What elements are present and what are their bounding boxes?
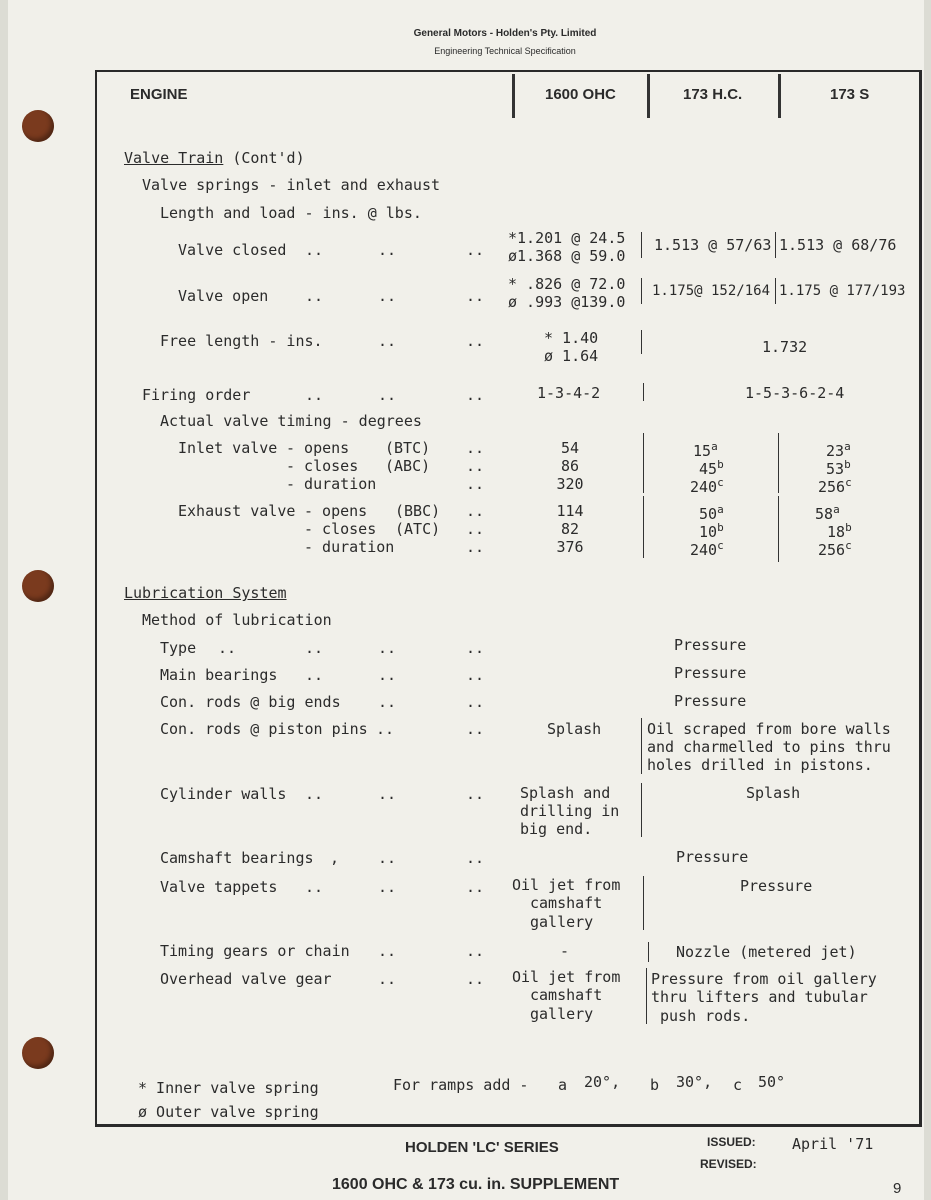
ohv-ohc-1: Oil jet from [512,968,621,986]
timing-gears-label: Timing gears or chain [160,942,350,960]
ramp-c-value: 50° [758,1073,786,1091]
ohv-six-3: push rods. [660,1007,751,1025]
revised-label: REVISED: [700,1157,757,1171]
piston-pins-six-1: Oil scraped from bore walls [647,720,891,738]
valve-timing-label: Actual valve timing - degrees [160,412,422,430]
big-ends-label: Con. rods @ big ends [160,693,341,711]
cylinder-walls-ohc-1: Splash and [520,784,611,802]
inlet-closes-ref: (ABC) [385,457,431,475]
inlet-duration-s: 256$^c$ [818,476,852,496]
inlet-closes-label: - closes [286,457,359,475]
camshaft-bearings-value: Pressure [676,848,749,866]
exhaust-closes-ohc: 82 [560,520,580,538]
inner-spring-note: * Inner valve spring [138,1079,319,1097]
exhaust-duration-s: 256$^c$ [818,539,852,559]
valve-closed-ohc-inner: *1.201 @ 24.5 [508,229,626,247]
exhaust-closes-hc: 10$^b$ [699,521,724,541]
cylinder-walls-six: Splash [746,784,801,802]
section-title: ENGINE [130,86,188,103]
valve-tappets-label: Valve tappets [160,878,278,896]
ohv-six-1: Pressure from oil gallery [651,970,877,988]
valve-open-ohc-inner: * .826 @ 72.0 [508,275,626,293]
header-divider [778,74,781,118]
valve-tappets-ohc-3: gallery [530,913,594,931]
main-bearings-label: Main bearings [160,666,278,684]
inlet-duration-ohc: 320 [556,475,584,493]
inlet-opens-hc: 15$^a$ [693,440,718,460]
exhaust-valve-label: Exhaust valve [178,502,296,520]
inlet-opens-label: - opens [286,439,350,457]
method-label: Method of lubrication [142,611,332,629]
cylinder-walls-ohc-3: big end. [520,820,593,838]
timing-gears-ohc: - [560,942,570,960]
company-name: General Motors - Holden's Pty. Limited [413,28,597,39]
exhaust-opens-label: - opens [304,502,368,520]
inlet-duration-hc: 240$^c$ [690,476,724,496]
punch-hole [22,1037,54,1069]
length-load-label: Length and load - ins. @ lbs. [160,204,422,222]
ramp-b-value: 30°, [676,1073,713,1091]
valve-closed-ohc-outer: ø1.368 @ 59.0 [508,247,626,265]
inlet-closes-ohc: 86 [560,457,580,475]
piston-pins-label: Con. rods @ piston pins [160,720,368,738]
inlet-opens-ohc: 54 [560,439,580,457]
page-number: 9 [893,1180,902,1197]
free-length-label: Free length - ins. [160,332,323,350]
ramp-a-value: 20°, [584,1073,621,1091]
valve-open-hc: 1.175@ 152/164 [652,283,771,299]
inlet-closes-s: 53$^b$ [826,458,851,478]
ohv-six-2: thru lifters and tubular [651,988,868,1006]
outer-spring-note: ø Outer valve spring [138,1103,319,1121]
firing-order-six: 1-5-3-6-2-4 [745,384,845,402]
cylinder-walls-ohc-2: drilling in [520,802,620,820]
inlet-duration-label: - duration [286,475,377,493]
issued-value: April '71 [792,1135,874,1153]
column-header-1600-ohc: 1600 OHC [545,86,616,103]
exhaust-closes-ref: (ATC) [395,520,441,538]
valve-train-heading: Valve Train (Cont'd) [124,149,305,167]
ramps-note: For ramps add - [393,1076,529,1094]
inlet-opens-ref: (BTC) [385,439,431,457]
column-header-173-s: 173 S [830,86,870,103]
exhaust-duration-ohc: 376 [556,538,584,556]
valve-springs-label: Valve springs - inlet and exhaust [142,176,441,194]
exhaust-closes-label: - closes [304,520,377,538]
valve-open-s: 1.175 @ 177/193 [779,283,906,299]
inlet-closes-hc: 45$^b$ [699,458,724,478]
spec-subtitle: Engineering Technical Specification [434,46,576,56]
valve-open-label: Valve open [178,287,269,305]
type-label: Type [160,639,197,657]
type-value: Pressure [674,636,747,654]
ramp-c-label: c [733,1076,743,1094]
valve-closed-s: 1.513 @ 68/76 [779,236,897,254]
timing-gears-six: Nozzle (metered jet) [676,943,857,961]
piston-pins-six-2: and charmelled to pins thru [647,738,891,756]
ramp-a-label: a [558,1076,568,1094]
exhaust-closes-s: 18$^b$ [827,521,852,541]
main-bearings-value: Pressure [674,664,747,682]
punch-hole [22,570,54,602]
exhaust-opens-ref: (BBC) [395,502,441,520]
valve-tappets-ohc-1: Oil jet from [512,876,621,894]
valve-open-ohc-outer: ø .993 @139.0 [508,293,626,311]
exhaust-duration-hc: 240$^c$ [690,539,724,559]
free-length-six: 1.732 [762,338,808,356]
free-length-ohc-outer: ø 1.64 [544,347,599,365]
ohv-ohc-3: gallery [530,1005,594,1023]
exhaust-duration-label: - duration [304,538,395,556]
inlet-valve-label: Inlet valve [178,439,278,457]
free-length-ohc-inner: * 1.40 [544,329,599,347]
exhaust-opens-hc: 50$^a$ [699,503,724,523]
column-header-173-hc: 173 H.C. [683,86,743,103]
header-divider [512,74,515,118]
valve-tappets-six: Pressure [740,877,813,895]
big-ends-value: Pressure [674,692,747,710]
issued-label: ISSUED: [707,1135,756,1149]
firing-order-ohc: 1-3-4-2 [537,384,601,402]
camshaft-bearings-label: Camshaft bearings [160,849,314,867]
supplement-title: 1600 OHC & 173 cu. in. SUPPLEMENT [332,1176,620,1193]
valve-closed-label: Valve closed [178,241,287,259]
exhaust-opens-ohc: 114 [556,502,584,520]
header-divider [647,74,650,118]
firing-order-label: Firing order [142,386,251,404]
overhead-valve-gear-label: Overhead valve gear [160,970,332,988]
exhaust-opens-s: 58$^a$ [815,503,840,523]
valve-tappets-ohc-2: camshaft [530,894,603,912]
piston-pins-six-3: holes drilled in pistons. [647,756,873,774]
inlet-opens-s: 23$^a$ [826,440,851,460]
ramp-b-label: b [650,1076,660,1094]
valve-closed-hc: 1.513 @ 57/63 [654,236,772,254]
ohv-ohc-2: camshaft [530,986,603,1004]
piston-pins-ohc: Splash [547,720,602,738]
series-title: HOLDEN 'LC' SERIES [405,1139,559,1156]
lubrication-heading: Lubrication System [124,584,287,602]
cylinder-walls-label: Cylinder walls [160,785,287,803]
punch-hole [22,110,54,142]
